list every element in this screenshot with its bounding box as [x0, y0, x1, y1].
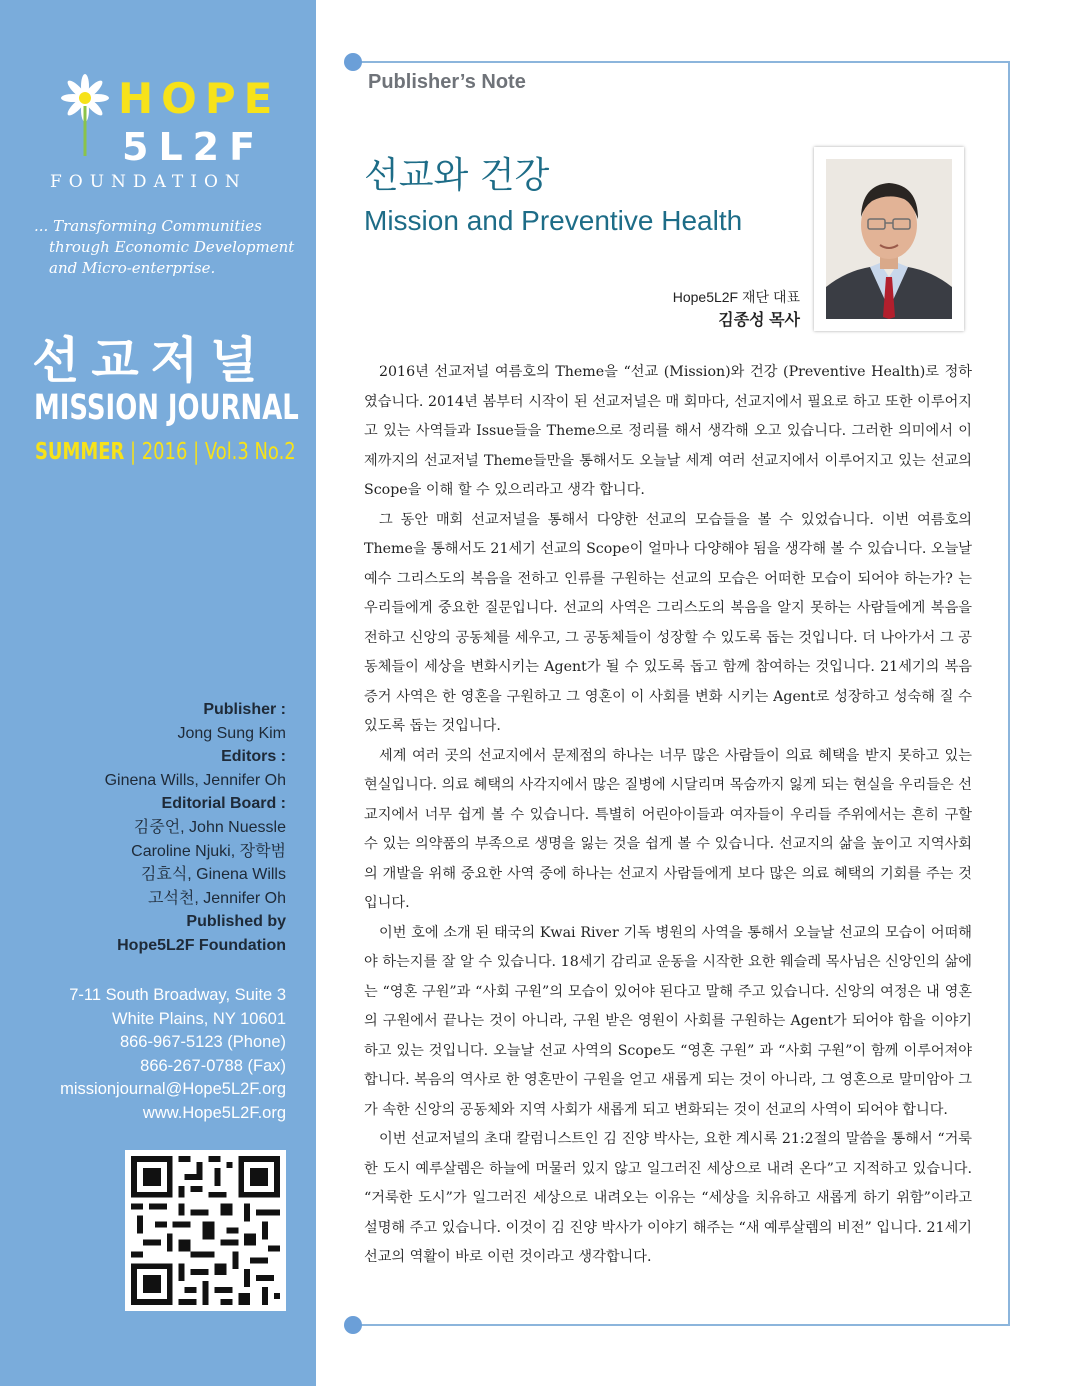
flower-icon [50, 72, 120, 156]
tagline-line: ... Transforming Communities [34, 217, 262, 235]
qr-code-icon [131, 1156, 280, 1305]
tagline [34, 216, 304, 279]
article-paragraph: 2016년 선교저널 여름호의 Theme을 “선교 (Mission)와 건강 (Preventive Health)로 정하였습니다. 2014년 봄부터 시작이 된 선교저널은 매 회마다, 선교지에서 필요로 하고 또한 이루어지고 있는 사역들과 Issue들을 Theme으로 정리를 해서 생각해 오고 있습니다. 그러한 의미에서 이제까지의 선교저널 Theme들만을 통해서도 오늘날 세계 여러 선교지에서 이루어지고 있는 선교의 Scope을 이해 할 수 있으리라고 생각 합니다. [364, 364, 972, 498]
issue-season: SUMMER [35, 439, 125, 465]
logo-hope-text: HOPE [118, 74, 281, 123]
logo-foundation-text: FOUNDATION [50, 172, 247, 192]
author-role: Hope5L2F 재단 대표 [672, 289, 800, 305]
article-title-english: Mission and Preventive Health [364, 205, 743, 236]
address-street: 7-11 South Broadway, Suite 3 [69, 986, 286, 1004]
article-paragraph: 이번 선교저널의 초대 칼럼니스트인 김 진양 박사는, 요한 계시록 21:2절의 말씀을 통해서 “거룩한 도시 예루살렘은 하늘에 머물러 있지 않고 일그러진 세상으로 내려 온다”고 지적하고 있습니다. “거룩한 도시”가 일그러진 세상으로 내려오는 이유는 “세상을 치유하고 새롭게 하기 위함”이라고 설명해 주고 있습니다. 이것이 김 진양 박사가 이야기 해주는 “새 예루살렘의 비전” 입니다. 21세기 선교의 역활이 바로 이런 것이라고 생각합니다. [364, 1131, 972, 1265]
editorial-board-member: 김중언, John Nuessle [133, 818, 286, 836]
editorial-board-member: 김효식, Ginena Wills [140, 866, 286, 884]
issue-info: SUMMER | 2016 | Vol.3 No.2 [35, 439, 296, 465]
qr-code[interactable] [125, 1150, 286, 1311]
article-title-korean: 선교와 건강 [364, 155, 550, 196]
editorial-board-member: Caroline Njuki, 장학범 [131, 842, 286, 860]
frame-top-dot [344, 53, 362, 71]
logo-number-text: 5L2F [122, 125, 266, 169]
publisher-name: Jong Sung Kim [177, 724, 286, 742]
article-paragraph: 세계 여러 곳의 선교지에서 문제점의 하나는 너무 많은 사람들이 의료 혜택을 받지 못하고 있는 현실입니다. 의료 혜택의 사각지에서 많은 질병에 시달리며 목숨까지 잃게 되는 현실을 우리들은 선교지에서 너무 쉽게 볼 수 있습니다. 특별히 어린아이들과 여자들이 우리들 주위에서는 흔히 구할 수 있는 의약품의 부족으로 생명을 잃는 것을 쉽게 볼 수 있습니다. 선교지의 삶을 높이고 지역사회의 개발을 위해 중요한 사역 중에 하나는 선교지 사람들에게 보다 많은 의료 혜택의 기회를 주는 것입니다. [364, 747, 972, 911]
frame-top-line [353, 61, 1010, 63]
article-paragraph: 그 동안 매회 선교저널을 통해서 다양한 선교의 모습들을 볼 수 있었습니다. 이번 여름호의 Theme을 통해서도 21세기 선교의 Scope이 얼마나 다양해야 됨을 생각해 볼 수 있습니다. 오늘날 예수 그리스도의 복음을 전하고 인류를 구원하는 선교의 모습은 어떠한 모습이 되어야 하는가? 는 우리들에게 중요한 질문입니다. 선교의 사역은 그리스도의 복음을 알지 못하는 사람들에게 복음을 전하고 신앙의 공동체를 세우고, 그 공동체들이 성장할 수 있도록 돕는 것입니다. 더 나아가서 그 공동체들이 세상을 변화시키는 Agent가 될 수 있도록 돕고 함께 참여하는 것입니다. 21세기의 복음 증거 사역은 한 영혼을 구원하고 그 영혼이 이 사회를 변화 시키는 Agent로 성장하고 성숙해 질 수 있도록 돕는 것입니다. [364, 511, 972, 734]
editorial-board-member: 고석천, Jennifer Oh [148, 889, 286, 907]
frame-right-line [1008, 61, 1010, 1326]
tagline-line: through Economic Development [49, 238, 295, 256]
email-link[interactable]: missionjournal@Hope5L2F.org [60, 1080, 286, 1099]
hope5l2f-logo [44, 70, 294, 200]
frame-bottom-dot [344, 1316, 362, 1334]
published-by-name: Hope5L2F Foundation [117, 936, 286, 954]
author-photo [814, 147, 964, 331]
issue-volume: Vol.3 No.2 [204, 439, 296, 465]
editors-label: Editors : [221, 748, 286, 766]
journal-title-korean: 선교저널 [32, 332, 270, 389]
phone-number: 866-967-5123 (Phone) [119, 1033, 286, 1052]
fax-number: 866-267-0788 (Fax) [140, 1056, 286, 1075]
editorial-board-label: Editorial Board : [161, 795, 286, 813]
article-paragraph: 이번 호에 소개 된 태국의 Kwai River 기독 병원의 사역을 통해서 오늘날 선교의 모습이 어떠해야 하는지를 잘 알 수 있습니다. 18세기 감리교 운동을 시작한 요한 웨슬레 목사님은 신앙인의 삶에는 “영혼 구원”과 “사회 구원”의 모습이 있어야 된다고 말해 주고 있습니다. 신앙의 여정은 내 영혼의 구원에서 끝나는 것이 아니라, 구원 받은 영원이 사회를 구원하는 Agent가 되어야 함을 이야기 하고 있는 것입니다. 오늘날 선교 사역의 Scope도 “영혼 구원” 과 “사회 구원”이 함께 이루어져야 합니다. 복음의 역사로 한 영혼만이 구원을 얻고 새롭게 되는 것이 아니라, 그 영혼으로 말미암아 그가 속한 신앙의 공동체와 지역 사회가 새롭게 되고 변화되는 것이 선교의 사역이 되어야 합니다. [364, 924, 972, 1118]
section-label: Publisher’s Note [368, 71, 526, 93]
portrait-image [826, 159, 952, 319]
address-city: White Plains, NY 10601 [112, 1009, 286, 1028]
publisher-label: Publisher : [203, 701, 286, 718]
tagline-line: and Micro-enterprise. [49, 259, 216, 277]
issue-year: 2016 [141, 439, 188, 465]
journal-title-english: MISSION JOURNAL [34, 388, 299, 428]
author-name: 김종성 목사 [718, 312, 800, 329]
editors-names: Ginena Wills, Jennifer Oh [104, 771, 286, 789]
website-link[interactable]: www.Hope5L2F.org [142, 1103, 286, 1122]
credits-block [6, 698, 286, 958]
sidebar [0, 0, 316, 1386]
contact-block [0, 984, 286, 1126]
article-body [364, 358, 972, 1273]
published-by-label: Published by [186, 913, 286, 931]
frame-bottom-line [353, 1324, 1010, 1326]
